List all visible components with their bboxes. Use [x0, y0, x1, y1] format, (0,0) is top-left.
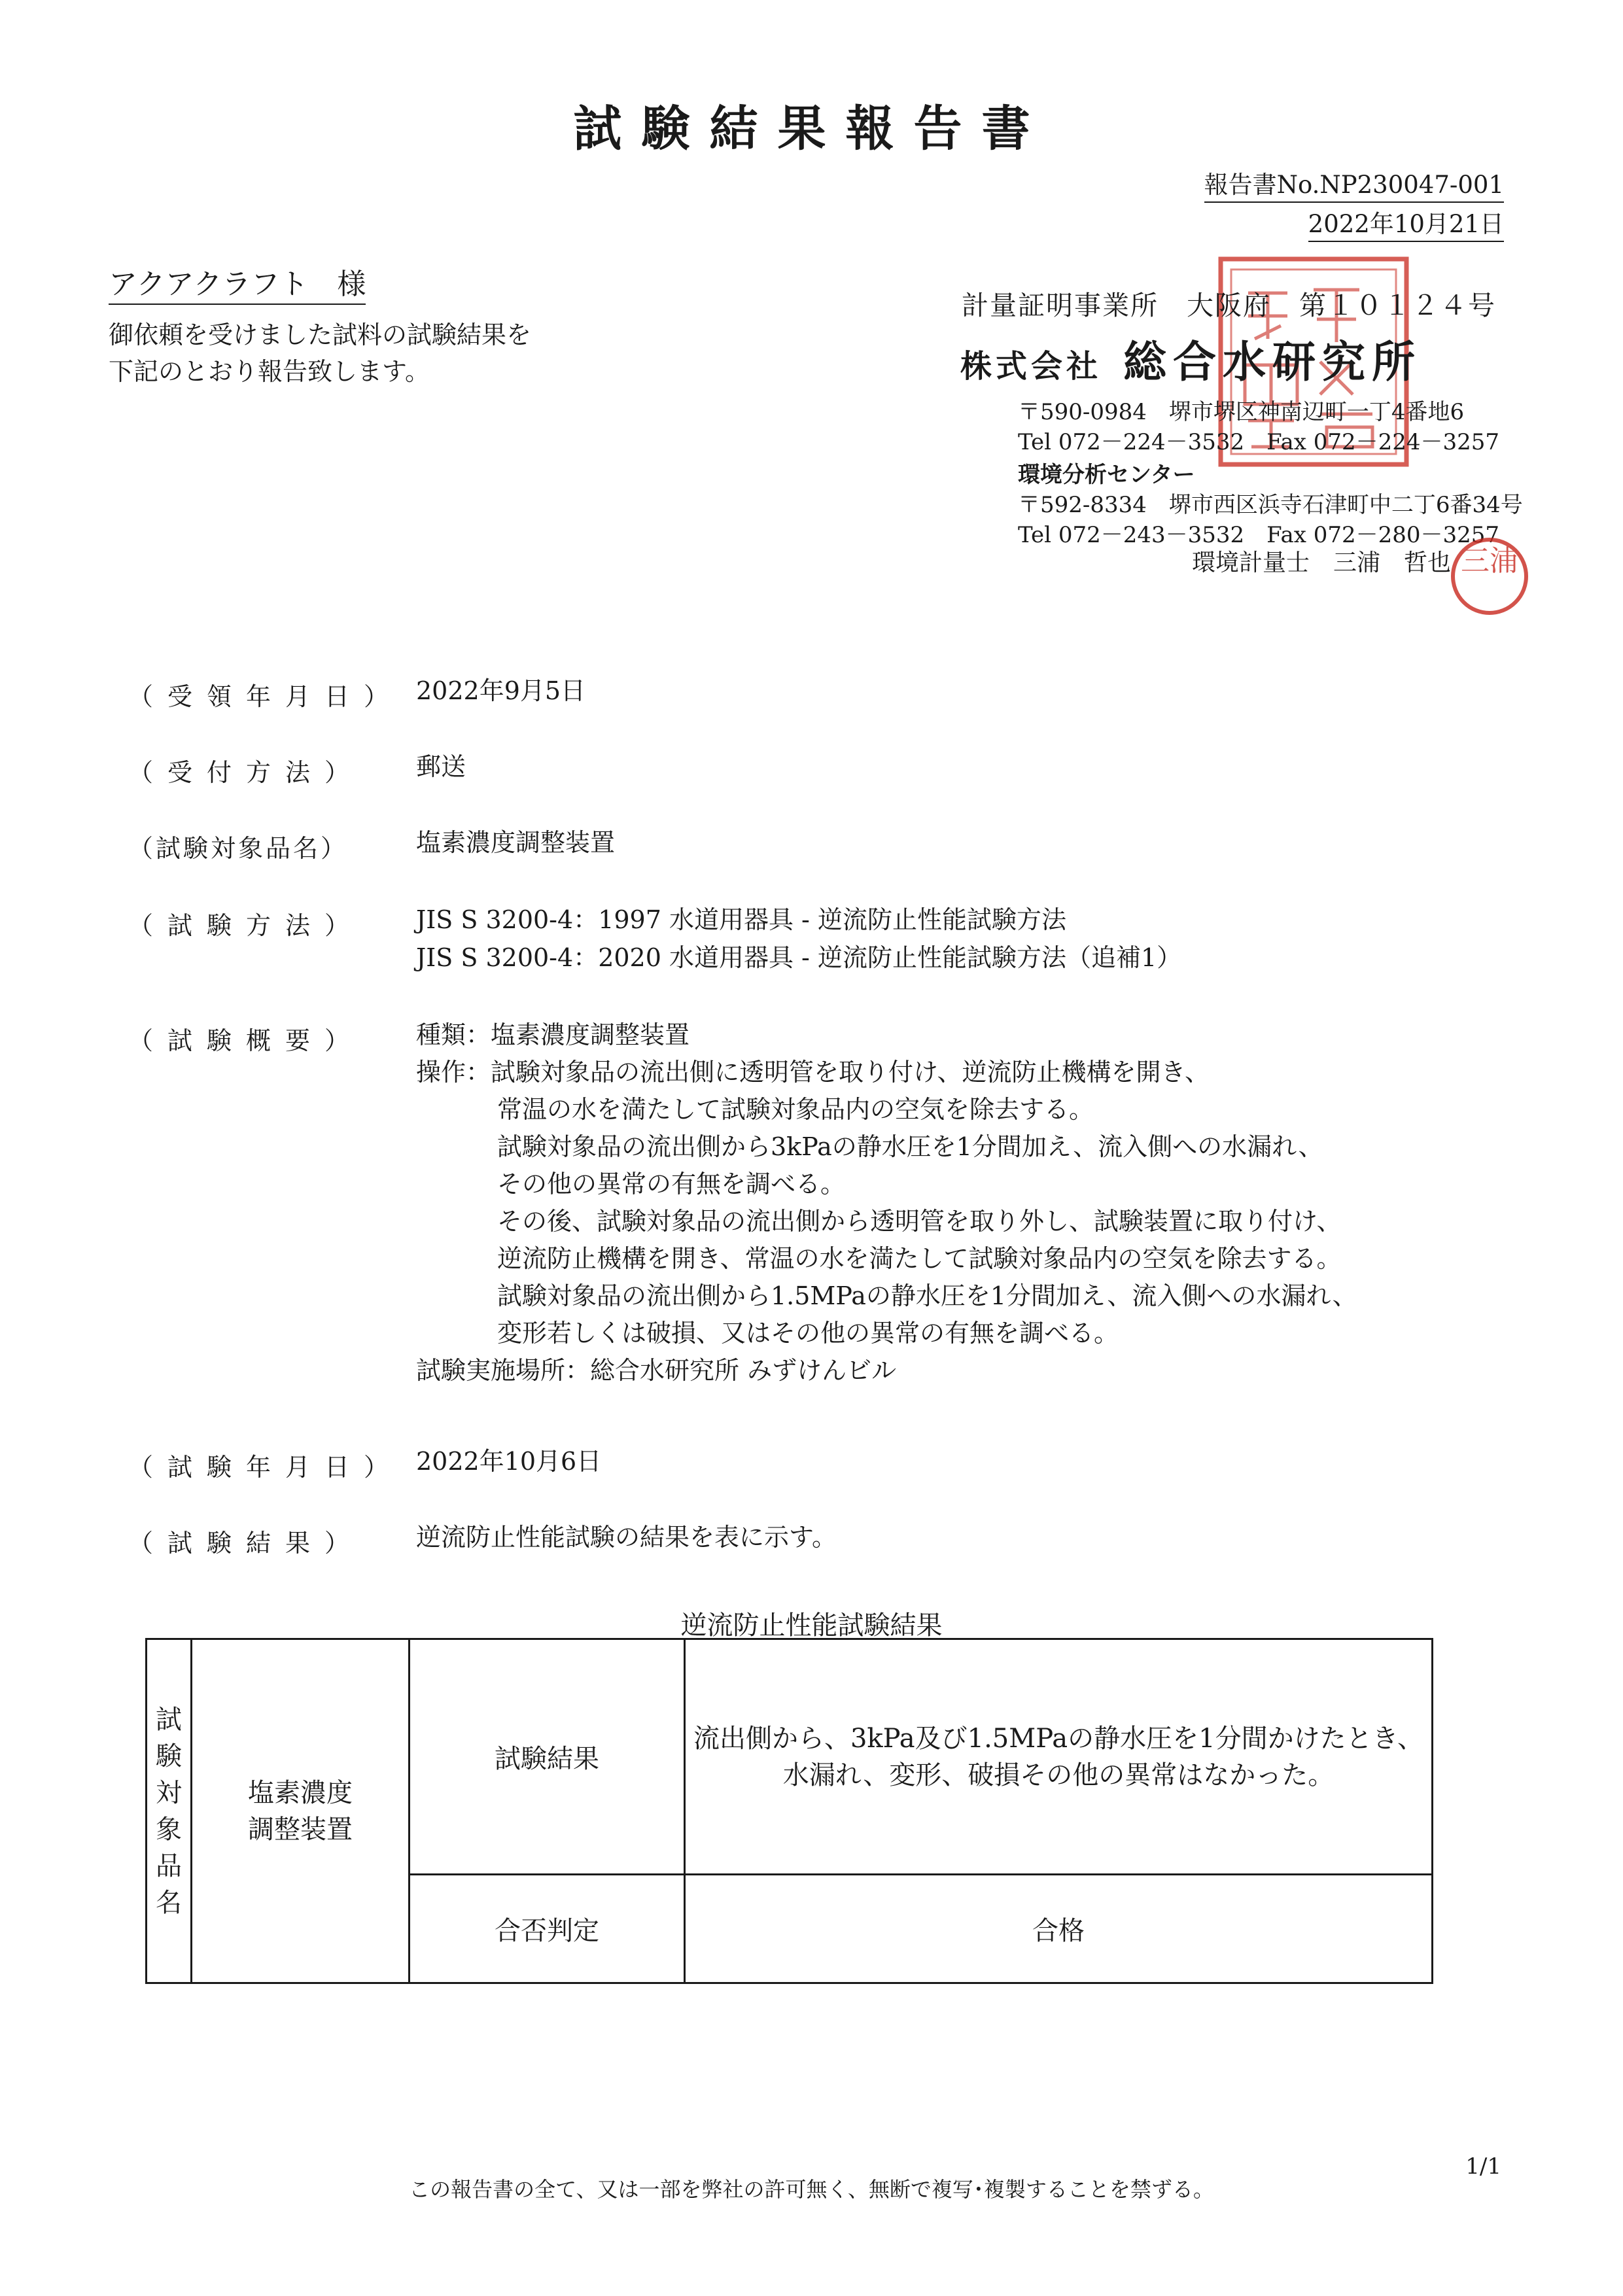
table-caption: 逆流防止性能試験結果 [680, 1610, 943, 1641]
hq-phone-fax: Tel 072－224－3532 Fax 072－224－3257 [1018, 429, 1500, 455]
header-vertical-char: 名 [156, 1887, 182, 1918]
item-name-line: 塩素濃度 [248, 1777, 353, 1808]
test-method-line-1: JIS S 3200-4：1997 水道用器具 - 逆流防止性能試験方法 [416, 905, 1066, 934]
document-title: 試験結果報告書 [573, 101, 1050, 157]
results-table [145, 1638, 1433, 1984]
client-name: アクアクラフト 様 [109, 260, 366, 305]
test-target-value: 塩素濃度調整装置 [416, 828, 616, 857]
overview-line: その他の異常の有無を調べる。 [497, 1170, 846, 1198]
overview-line: 試験対象品の流出側から1.5MPaの静水圧を1分間加え、流入側への水漏れ、 [497, 1281, 1357, 1310]
result-label-cell: 試験結果 [410, 1639, 685, 1875]
item-name-line: 調整装置 [248, 1814, 353, 1845]
judgement-label-cell: 合否判定 [410, 1875, 685, 1983]
report-number: 報告書No.NP230047-001 [1204, 165, 1504, 203]
company-prefix: 株式会社 [960, 348, 1102, 385]
test-date-label: （試験年月日） [128, 1453, 404, 1482]
test-overview [416, 1017, 1357, 1389]
overview-line: 試験実施場所：総合水研究所 みずけんビル [416, 1356, 897, 1385]
registration-number: 計量証明事業所 大阪府 第１０１２４号 [962, 290, 1496, 321]
overview-line: その後、試験対象品の流出側から透明管を取り外し、試験装置に取り付け、 [497, 1207, 1342, 1236]
overview-line: 試験対象品の流出側から3kPaの静水圧を1分間加え、流入側への水漏れ、 [497, 1132, 1323, 1161]
receipt-method-value: 郵送 [416, 752, 466, 781]
intro-line-2: 下記のとおり報告致します。 [109, 357, 430, 386]
result-value-line: 水漏れ、変形、破損その他の異常はなかった。 [782, 1760, 1335, 1790]
test-target-label: （試験対象品名） [128, 834, 349, 863]
company-name-main: 総合水研究所 [1123, 336, 1422, 387]
copyright-notice: この報告書の全て、又は一部を弊社の許可無く、無断で複写･複製することを禁ずる。 [409, 2177, 1214, 2202]
test-method-label: （試験方法） [128, 911, 364, 940]
result-value-line: 流出側から、3kPa及び1.5MPaの静水圧を1分間かけたとき、 [693, 1723, 1424, 1754]
received-date-value: 2022年9月5日 [416, 676, 586, 705]
overview-line: 操作：試験対象品の流出側に透明管を取り付け、逆流防止機構を開き、 [416, 1058, 1210, 1087]
center-phone-fax: Tel 072－243－3532 Fax 072－280－3257 [1018, 522, 1500, 548]
item-name-cell [192, 1639, 410, 1983]
measurer-name: 環境計量士 三浦 哲也 [1192, 549, 1452, 576]
header-vertical-char: 品 [156, 1851, 182, 1881]
test-method-line-2: JIS S 3200-4：2020 水道用器具 - 逆流防止性能試験方法（追補1） [416, 943, 1182, 972]
report-date: 2022年10月21日 [1308, 204, 1504, 242]
overview-line: 変形若しくは破損、又はその他の異常の有無を調べる。 [497, 1319, 1119, 1348]
intro-line-1: 御依頼を受けました試料の試験結果を [109, 321, 532, 349]
header-vertical-cell [147, 1639, 192, 1983]
page-number: 1/1 [1465, 2153, 1501, 2180]
center-name: 環境分析センター [1018, 462, 1195, 488]
hq-address: 〒590-0984 堺市堺区神南辺町一丁4番地6 [1018, 399, 1465, 425]
header-vertical-char: 対 [156, 1777, 182, 1808]
overview-line: 種類：塩素濃度調整装置 [416, 1020, 690, 1049]
personal-seal-stamp: 三浦 [1451, 538, 1528, 615]
judgement-value-cell: 合格 [685, 1875, 1433, 1983]
received-date-label: （受領年月日） [128, 682, 404, 711]
test-overview-label: （試験概要） [128, 1026, 364, 1055]
overview-line: 常温の水を満たして試験対象品内の空気を除去する。 [497, 1095, 1094, 1124]
receipt-method-label: （受付方法） [128, 758, 364, 787]
company-name [960, 327, 1422, 389]
header-vertical-char: 象 [156, 1814, 182, 1845]
overview-line: 逆流防止機構を開き、常温の水を満たして試験対象品内の空気を除去する。 [497, 1244, 1342, 1273]
header-vertical-char: 験 [156, 1741, 182, 1771]
test-result-label: （試験結果） [128, 1529, 364, 1557]
test-date-value: 2022年10月6日 [416, 1447, 602, 1476]
test-result-value: 逆流防止性能試験の結果を表に示す。 [416, 1523, 837, 1552]
center-address: 〒592-8334 堺市西区浜寺石津町中二丁6番34号 [1018, 492, 1523, 518]
result-value-cell [685, 1639, 1433, 1875]
header-vertical-char: 試 [156, 1704, 182, 1735]
